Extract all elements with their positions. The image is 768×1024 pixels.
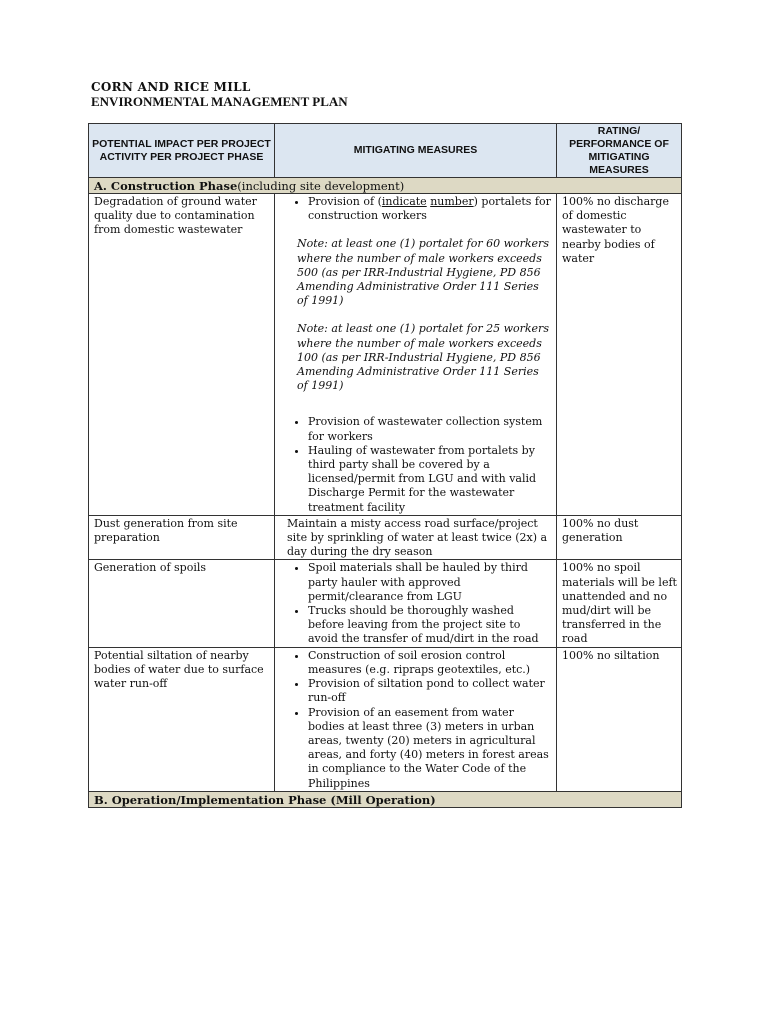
table-row (89, 647, 682, 791)
document-subtitle: ENVIRONMENTAL MANAGEMENT PLAN (91, 94, 348, 109)
table-row (89, 194, 682, 516)
phase-row-construction (89, 178, 682, 194)
measures-cell: Maintain a misty access road surface/project site by sprinkling of water at least twice (2x) a day during the dry season (275, 515, 557, 560)
measures-cell (275, 647, 557, 791)
column-header-rating: RATING/ PERFORMANCE OF MITIGATING MEASURES (557, 124, 682, 178)
underlined-text: indicate (381, 195, 427, 208)
rating-cell: 100% no siltation (557, 647, 682, 791)
list-item: • Trucks should be thoroughly washed before leaving from the project site to avoid the transfer of mud/dirt in the road (308, 604, 552, 647)
bullet-list (280, 415, 552, 514)
environmental-plan-table (88, 123, 682, 808)
measure-text: Provision of ( (308, 195, 382, 208)
column-header-measures: MITIGATING MEASURES (275, 124, 557, 178)
list-item: • Provision of siltation pond to collect water run-off (308, 677, 552, 705)
list-item: • Spoil materials shall be hauled by third party hauler with approved permit/clearance from LGU (308, 561, 552, 604)
measures-cell (275, 194, 557, 516)
impact-cell: Degradation of ground water quality due to contamination from domestic wastewater (89, 194, 275, 516)
phase-detail-construction: (including site development) (237, 179, 405, 193)
impact-cell: Generation of spoils (89, 560, 275, 647)
underlined-text: number (430, 195, 474, 208)
phase-heading-construction (89, 178, 682, 194)
measures-cell (275, 560, 557, 647)
table-row (89, 515, 682, 560)
bullet-list (280, 649, 552, 791)
impact-cell: Potential siltation of nearby bodies of water due to surface water run-off (89, 647, 275, 791)
impact-cell: Dust generation from site preparation (89, 515, 275, 560)
rating-cell: 100% no dust generation (557, 515, 682, 560)
list-item: • Provision of wastewater collection system for workers (308, 415, 552, 443)
list-item: • Construction of soil erosion control measures (e.g. ripraps geotextiles, etc.) (308, 649, 552, 677)
phase-row-operation (89, 791, 682, 807)
rating-cell: 100% no discharge of domestic wastewater to nearby bodies of water (557, 194, 682, 516)
list-item: • Provision of an easement from water bodies at least three (3) meters in urban areas, twenty (20) meters in agricultural areas, and forty (40) meters in forest areas in compliance to the Water Code of the Philippines (308, 706, 552, 791)
note-text: Note: at least one (1) portalet for 25 workers where the number of male workers exceeds 100 (as per IRR-Industrial Hygiene, PD 856 Amending Administrative Order 111 Series of 1991) (297, 322, 549, 393)
phase-label-operation: B. Operation/Implementation Phase (Mill Operation) (94, 792, 436, 807)
phase-heading-operation (89, 791, 682, 807)
column-header-impact: POTENTIAL IMPACT PER PROJECT ACTIVITY PER PROJECT PHASE (89, 124, 275, 178)
list-item (308, 195, 552, 223)
list-item: • Hauling of wastewater from portalets by third party shall be covered by a licensed/permit from LGU and with valid Discharge Permit for the wastewater treatment facility (308, 444, 552, 515)
table-header-row (89, 124, 682, 178)
table-row (89, 560, 682, 647)
bullet-list (280, 195, 552, 223)
note-text: Note: at least one (1) portalet for 60 workers where the number of male workers exceeds 500 (as per IRR-Industrial Hygiene, PD 856 Amending Administrative Order 111 Series of 1991) (297, 237, 549, 308)
measure-text: ) portalets for construction workers (308, 195, 551, 223)
rating-cell: 100% no spoil materials will be left unattended and no mud/dirt will be transferred in the road (557, 560, 682, 647)
phase-label-construction: A. Construction Phase (94, 179, 238, 193)
bullet-list (280, 561, 552, 646)
document-title: CORN AND RICE MILL (91, 80, 251, 94)
